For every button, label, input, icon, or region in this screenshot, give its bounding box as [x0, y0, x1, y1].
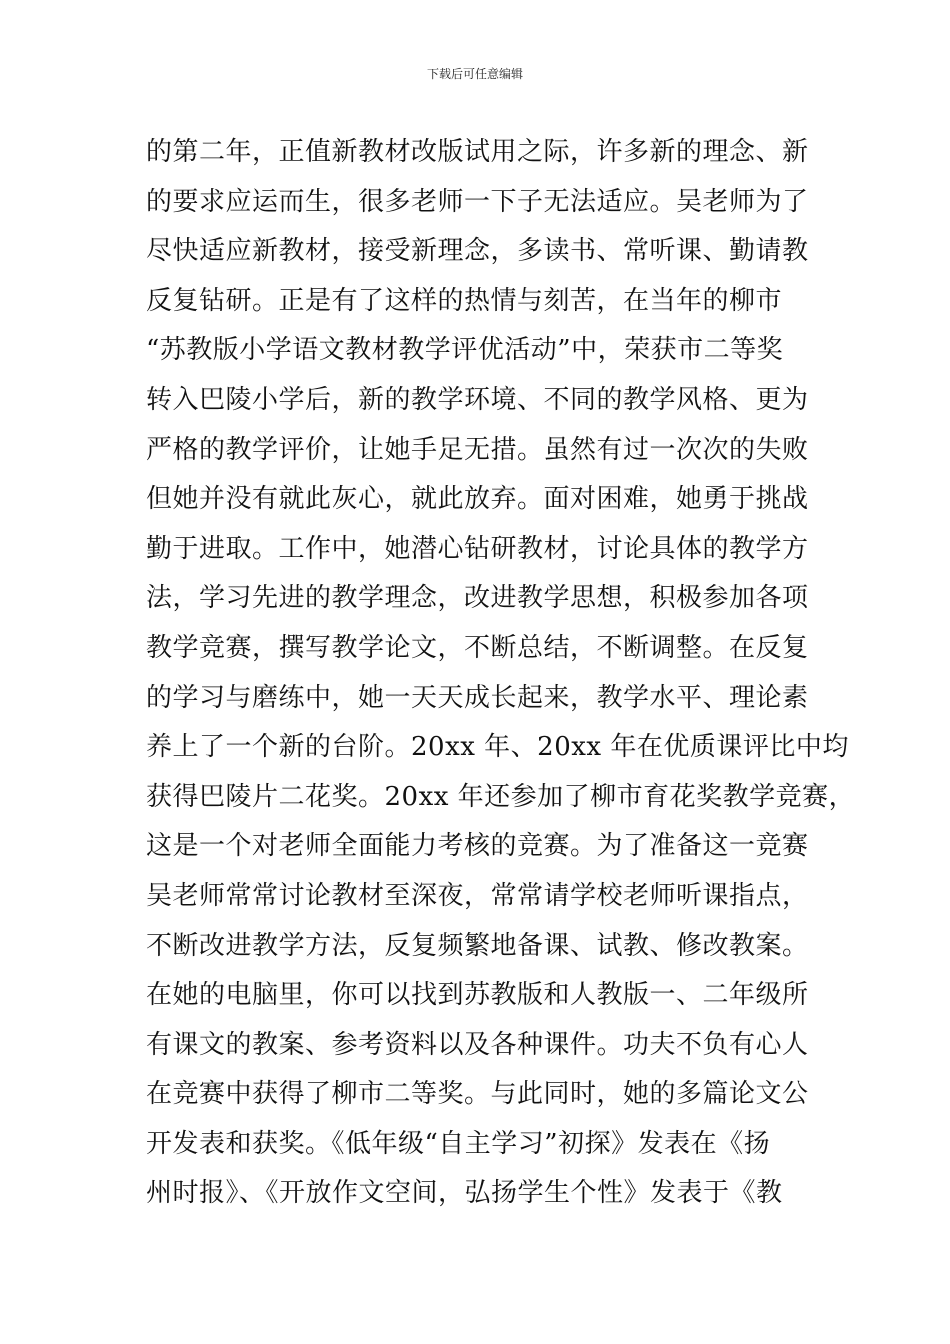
text-line: 的第二年，正值新教材改版试用之际，许多新的理念、新 [146, 137, 809, 167]
text-line: 尽快适应新教材，接受新理念，多读书、常听课、勤请教 [146, 236, 809, 267]
text-line: 有课文的教案、参考资料以及各种课件。功夫不负有心人 [146, 1029, 809, 1060]
text-line: 法，学习先进的教学理念，改进教学思想，积极参加各项 [146, 583, 809, 614]
body-text [146, 128, 856, 1219]
text-line: 开发表和获奖。《低年级“自主学习”初探》发表在《扬 [146, 1128, 771, 1159]
text-line: 州时报》、《开放作文空间，弘扬学生个性》发表于《教 [146, 1178, 783, 1209]
text-line: 的要求应运而生，很多老师一下子无法适应。吴老师为了 [146, 186, 809, 217]
text-line: 在她的电脑里，你可以找到苏教版和人教版一、二年级所 [146, 980, 809, 1011]
text-line: 获得巴陵片二花奖。20xx 年还参加了柳市育花奖教学竞赛， [146, 781, 856, 812]
text-line: 在竞赛中获得了柳市二等奖。与此同时，她的多篇论文公 [146, 1079, 809, 1110]
text-line: 转入巴陵小学后，新的教学环境、不同的教学风格、更为 [146, 384, 809, 415]
text-line: 教学竞赛，撰写教学论文，不断总结，不断调整。在反复 [146, 632, 809, 663]
text-line: 严格的教学评价，让她手足无措。虽然有过一次次的失败 [146, 434, 809, 465]
text-line: 的学习与磨练中，她一天天成长起来，教学水平、理论素 [146, 682, 809, 713]
text-line: 吴老师常常讨论教材至深夜，常常请学校老师听课指点， [146, 880, 809, 911]
text-line: 但她并没有就此灰心，就此放弃。面对困难，她勇于挑战 [146, 484, 809, 515]
text-line: “苏教版小学语文教材教学评优活动”中，荣获市二等奖 [146, 335, 784, 366]
text-line: 不断改进教学方法，反复频繁地备课、试教、修改教案。 [146, 930, 809, 961]
text-line: 勤于进取。工作中，她潜心钻研教材，讨论具体的教学方 [146, 533, 809, 564]
page-header: 下载后可任意编辑 [426, 67, 523, 81]
text-line: 这是一个对老师全面能力考核的竞赛。为了准备这一竞赛 [146, 831, 809, 862]
text-line: 反复钻研。正是有了这样的热情与刻苦，在当年的柳市 [146, 285, 783, 316]
text-line: 养上了一个新的台阶。20xx 年、20xx 年在优质课评比中均 [146, 732, 849, 763]
